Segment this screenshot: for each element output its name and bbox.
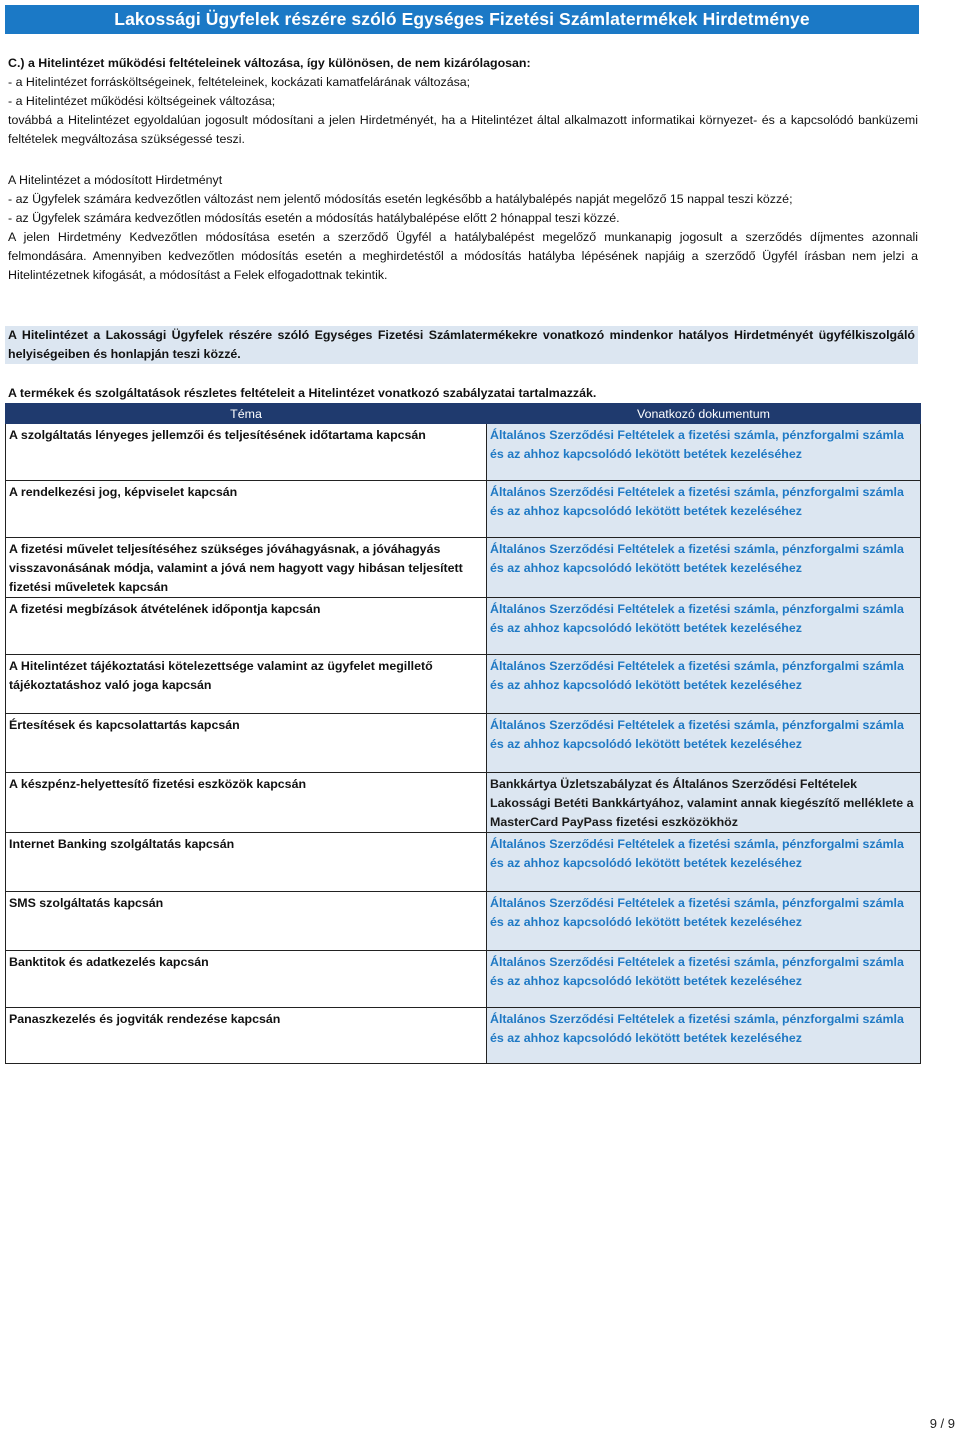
document-table xyxy=(5,403,921,1064)
document-link[interactable]: Bankkártya Üzletszabályzat és Általános Szerződési Feltételek Lakossági Betéti Bankkártyához, valamint annak kiegészítő melléklete a MasterCard PayPass fizetési eszközökhöz xyxy=(487,773,921,833)
section-c-line: - a Hitelintézet forrásköltségeinek, feltételeinek, kockázati kamatfelárának változása; xyxy=(8,75,471,89)
table-row xyxy=(6,833,921,892)
table-row xyxy=(6,892,921,951)
table-row xyxy=(6,481,921,538)
topic-cell: A fizetési művelet teljesítéséhez szükséges jóváhagyásnak, a jóváhagyás visszavonásának módja, valamint a jóvá nem hagyott vagy hibásan teljesített fizetési műveletek kapcsán xyxy=(6,538,487,598)
table-header-row xyxy=(6,404,921,424)
section-c xyxy=(8,54,918,149)
topic-cell: A fizetési megbízások átvételének időpontja kapcsán xyxy=(6,598,487,655)
topic-cell: A szolgáltatás lényeges jellemzői és teljesítésének időtartama kapcsán xyxy=(6,424,487,481)
topic-cell: Banktitok és adatkezelés kapcsán xyxy=(6,951,487,1008)
section-c-line: - a Hitelintézet működési költségeinek változása; xyxy=(8,94,276,108)
amendment-line: - az Ügyfelek számára kedvezőtlen változást nem jelentő módosítás esetén legkésőbb a hatálybalépés napját megelőző 15 nappal teszi közzé; xyxy=(8,192,793,206)
document-link[interactable]: Általános Szerződési Feltételek a fizetési számla, pénzforgalmi számla és az ahhoz kapcsolódó lekötött betétek kezeléséhez xyxy=(487,1008,921,1064)
document-link[interactable]: Általános Szerződési Feltételek a fizetési számla, pénzforgalmi számla és az ahhoz kapcsolódó lekötött betétek kezeléséhez xyxy=(487,951,921,1008)
topic-cell: SMS szolgáltatás kapcsán xyxy=(6,892,487,951)
topic-cell: A Hitelintézet tájékoztatási kötelezettsége valamint az ügyfelet megillető tájékoztatáshoz való joga kapcsán xyxy=(6,655,487,714)
document-link[interactable]: Általános Szerződési Feltételek a fizetési számla, pénzforgalmi számla és az ahhoz kapcsolódó lekötött betétek kezeléséhez xyxy=(487,714,921,773)
publication-notice: A Hitelintézet a Lakossági Ügyfelek részére szóló Egységes Fizetési Számlatermékekre vonatkozó mindenkor hatályos Hirdetményét ügyfélkiszolgáló helyiségeiben és honlapján teszi közzé. xyxy=(5,326,918,364)
header-topic: Téma xyxy=(6,404,487,424)
section-c-lead: C.) a Hitelintézet működési feltételeinek változása, így különösen, de nem kizárólagosan: xyxy=(8,56,531,70)
page-title: Lakossági Ügyfelek részére szóló Egységes Fizetési Számlatermékek Hirdetménye xyxy=(5,5,919,34)
table-row xyxy=(6,424,921,481)
table-row xyxy=(6,714,921,773)
document-link[interactable]: Általános Szerződési Feltételek a fizetési számla, pénzforgalmi számla és az ahhoz kapcsolódó lekötött betétek kezeléséhez xyxy=(487,424,921,481)
topic-cell: Internet Banking szolgáltatás kapcsán xyxy=(6,833,487,892)
table-row xyxy=(6,951,921,1008)
section-c-line: továbbá a Hitelintézet egyoldalúan jogosult módosítani a jelen Hirdetményét, ha a Hitelintézet által alkalmazott informatikai környezet- és a kapcsolódó banküzemi feltételek megváltozása szükségessé teszi. xyxy=(8,113,918,146)
document-link[interactable]: Általános Szerződési Feltételek a fizetési számla, pénzforgalmi számla és az ahhoz kapcsolódó lekötött betétek kezeléséhez xyxy=(487,481,921,538)
document-link[interactable]: Általános Szerződési Feltételek a fizetési számla, pénzforgalmi számla és az ahhoz kapcsolódó lekötött betétek kezeléséhez xyxy=(487,892,921,951)
topic-cell: A rendelkezési jog, képviselet kapcsán xyxy=(6,481,487,538)
document-link[interactable]: Általános Szerződési Feltételek a fizetési számla, pénzforgalmi számla és az ahhoz kapcsolódó lekötött betétek kezeléséhez xyxy=(487,833,921,892)
table-row xyxy=(6,538,921,598)
table-row xyxy=(6,598,921,655)
amendment-line: - az Ügyfelek számára kedvezőtlen módosítás esetén a módosítás hatálybalépése előtt 2 hónappal teszi közzé. xyxy=(8,211,620,225)
header-document: Vonatkozó dokumentum xyxy=(487,404,921,424)
document-link[interactable]: Általános Szerződési Feltételek a fizetési számla, pénzforgalmi számla és az ahhoz kapcsolódó lekötött betétek kezeléséhez xyxy=(487,598,921,655)
document-link[interactable]: Általános Szerződési Feltételek a fizetési számla, pénzforgalmi számla és az ahhoz kapcsolódó lekötött betétek kezeléséhez xyxy=(487,538,921,598)
table-row xyxy=(6,773,921,833)
section-amendment xyxy=(8,171,918,285)
topic-cell: A készpénz-helyettesítő fizetési eszközök kapcsán xyxy=(6,773,487,833)
document-link[interactable]: Általános Szerződési Feltételek a fizetési számla, pénzforgalmi számla és az ahhoz kapcsolódó lekötött betétek kezeléséhez xyxy=(487,655,921,714)
amendment-line: A Hitelintézet a módosított Hirdetményt xyxy=(8,173,223,187)
topic-cell: Panaszkezelés és jogviták rendezése kapcsán xyxy=(6,1008,487,1064)
table-row xyxy=(6,655,921,714)
table-row xyxy=(6,1008,921,1064)
amendment-line: A jelen Hirdetmény Kedvezőtlen módosítása esetén a szerződő Ügyfél a hatálybalépést megelőző munkanapig jogosult a szerződés díjmentes azonnali felmondására. Amennyiben kedvezőtlen módosítás esetén a meghirdetéstől a módosítás hatályba lépésének napjáig a szerződő Ügyfél írásban nem jelzi a Hitelintézetnek kifogását, a módosítást a Felek elfogadottnak tekintik. xyxy=(8,230,918,282)
table-intro: A termékek és szolgáltatások részletes feltételeit a Hitelintézet vonatkozó szabályzatai tartalmazzák. xyxy=(8,386,597,400)
page-number: 9 / 9 xyxy=(929,1416,955,1431)
topic-cell: Értesítések és kapcsolattartás kapcsán xyxy=(6,714,487,773)
